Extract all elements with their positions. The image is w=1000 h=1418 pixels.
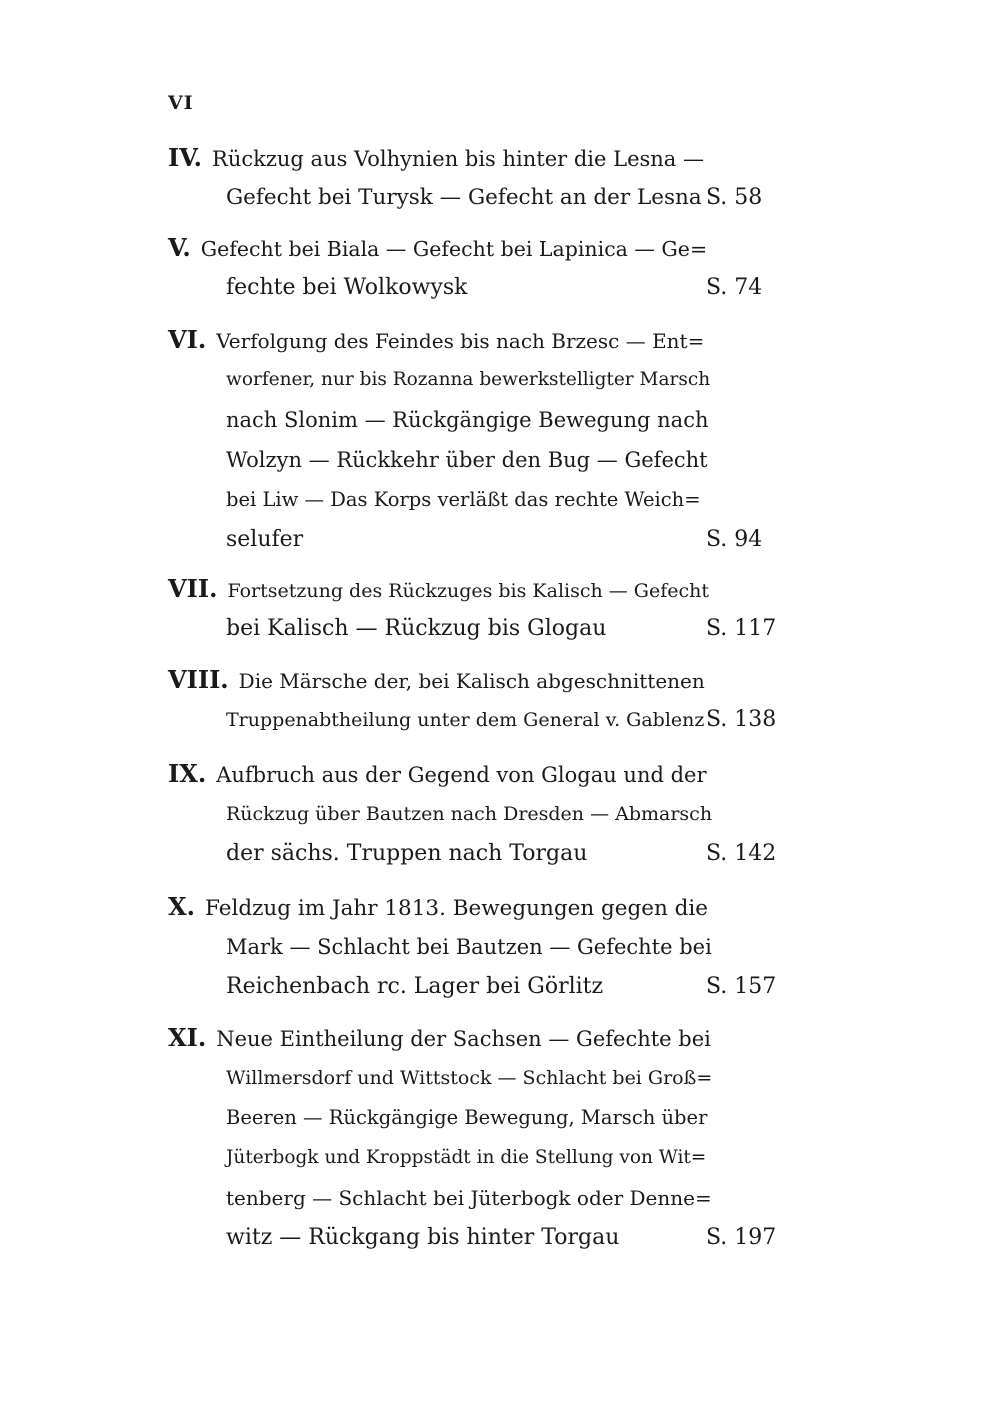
- toc-entry-line: [226, 525, 303, 555]
- chapter-title-text: der sächs. Truppen nach Torgau: [226, 841, 588, 866]
- chapter-numeral: IV.: [168, 143, 203, 172]
- chapter-title-text: Fortsetzung des Rückzuges bis Kalisch — Gefecht: [227, 580, 710, 602]
- page-reference: S. 74: [706, 275, 763, 300]
- page-reference: S. 117: [706, 616, 777, 641]
- toc-entry-first-line: [168, 233, 707, 263]
- page-reference: S. 58: [706, 185, 763, 210]
- chapter-title-text: Reichenbach rc. Lager bei Görlitz: [226, 974, 604, 999]
- toc-entry-line: [226, 405, 708, 435]
- chapter-title-text: Jüterbogk und Kroppstädt in die Stellung von Wit=: [226, 1147, 707, 1168]
- page-reference: S. 157: [706, 974, 777, 999]
- toc-entry-first-line: [168, 759, 707, 789]
- toc-entry-first-line: [168, 892, 708, 922]
- chapter-title-text: witz — Rückgang bis hinter Torgau: [226, 1225, 620, 1250]
- toc-entry-first-line: [168, 143, 704, 173]
- chapter-numeral: XI.: [168, 1023, 207, 1052]
- chapter-title-text: Gefecht bei Biala — Gefecht bei Lapinica — Ge=: [200, 237, 708, 261]
- chapter-title-text: bei Liw — Das Korps verläßt das rechte Weich=: [226, 488, 701, 511]
- toc-entry-first-line: [168, 665, 705, 695]
- chapter-title-text: Beeren — Rückgängige Bewegung, Marsch über: [226, 1106, 708, 1129]
- chapter-title-text: tenberg — Schlacht bei Jüterbogk oder Denne=: [226, 1186, 712, 1210]
- chapter-numeral: VIII.: [168, 665, 229, 694]
- toc-entry-line: [226, 839, 587, 869]
- chapter-numeral: X.: [168, 892, 195, 921]
- page-number: VI: [168, 92, 194, 114]
- chapter-title-text: Gefecht bei Turysk — Gefecht an der Lesna: [226, 185, 702, 210]
- toc-entry-line: [226, 972, 603, 1002]
- chapter-title-text: Wolzyn — Rückkehr über den Bug — Gefecht: [226, 448, 708, 472]
- toc-entry-line: [226, 273, 468, 303]
- chapter-title-text: fechte bei Wolkowysk: [226, 275, 468, 300]
- chapter-numeral: IX.: [168, 759, 207, 788]
- toc-entry-line: [226, 614, 606, 644]
- chapter-numeral: VII.: [168, 574, 218, 603]
- chapter-title-text: Rückzug über Bautzen nach Dresden — Abmarsch: [226, 803, 713, 825]
- toc-entry-line: [226, 485, 701, 515]
- page-reference: S. 94: [706, 527, 763, 552]
- chapter-title-text: Neue Eintheilung der Sachsen — Gefechte bei: [216, 1027, 711, 1051]
- toc-entry-line: [226, 183, 702, 213]
- chapter-title-text: Die Märsche der, bei Kalisch abgeschnittenen: [238, 669, 705, 693]
- chapter-title-text: Mark — Schlacht bei Bautzen — Gefechte bei: [226, 935, 712, 959]
- page-reference: S. 138: [706, 707, 777, 732]
- chapter-title-text: Truppenabtheilung unter dem General v. Gablenz: [226, 709, 705, 731]
- toc-entry-line: [226, 1063, 712, 1093]
- toc-entry-first-line: [168, 325, 704, 355]
- toc-entry-first-line: [168, 1023, 711, 1053]
- chapter-numeral: VI.: [168, 325, 207, 354]
- chapter-title-text: Willmersdorf und Wittstock — Schlacht bei Groß=: [226, 1067, 713, 1089]
- chapter-title-text: nach Slonim — Rückgängige Bewegung nach: [226, 408, 709, 432]
- chapter-title-text: bei Kalisch — Rückzug bis Glogau: [226, 616, 607, 641]
- toc-entry-line: [226, 932, 712, 962]
- chapter-title-text: Feldzug im Jahr 1813. Bewegungen gegen die: [204, 896, 709, 921]
- chapter-title-text: Aufbruch aus der Gegend von Glogau und der: [216, 763, 707, 787]
- chapter-title-text: worfener, nur bis Rozanna bewerkstelligter Marsch: [226, 369, 711, 390]
- chapter-title-text: Rückzug aus Volhynien bis hinter die Lesna —: [212, 147, 704, 171]
- toc-entry-line: [226, 1143, 706, 1173]
- toc-entry-line: [226, 1103, 707, 1133]
- chapter-title-text: selufer: [226, 527, 304, 552]
- toc-entry-line: [226, 705, 704, 735]
- chapter-numeral: V.: [168, 233, 191, 262]
- toc-entry-line: [226, 1223, 619, 1253]
- toc-entry-line: [226, 445, 708, 475]
- toc-entry-line: [226, 1183, 712, 1213]
- page-reference: S. 142: [706, 841, 777, 866]
- toc-entry-line: [226, 799, 712, 829]
- page-reference: S. 197: [706, 1225, 777, 1250]
- toc-entry-first-line: [168, 574, 709, 604]
- chapter-title-text: Verfolgung des Feindes bis nach Brzesc — Ent=: [216, 329, 705, 353]
- toc-entry-line: [226, 365, 710, 395]
